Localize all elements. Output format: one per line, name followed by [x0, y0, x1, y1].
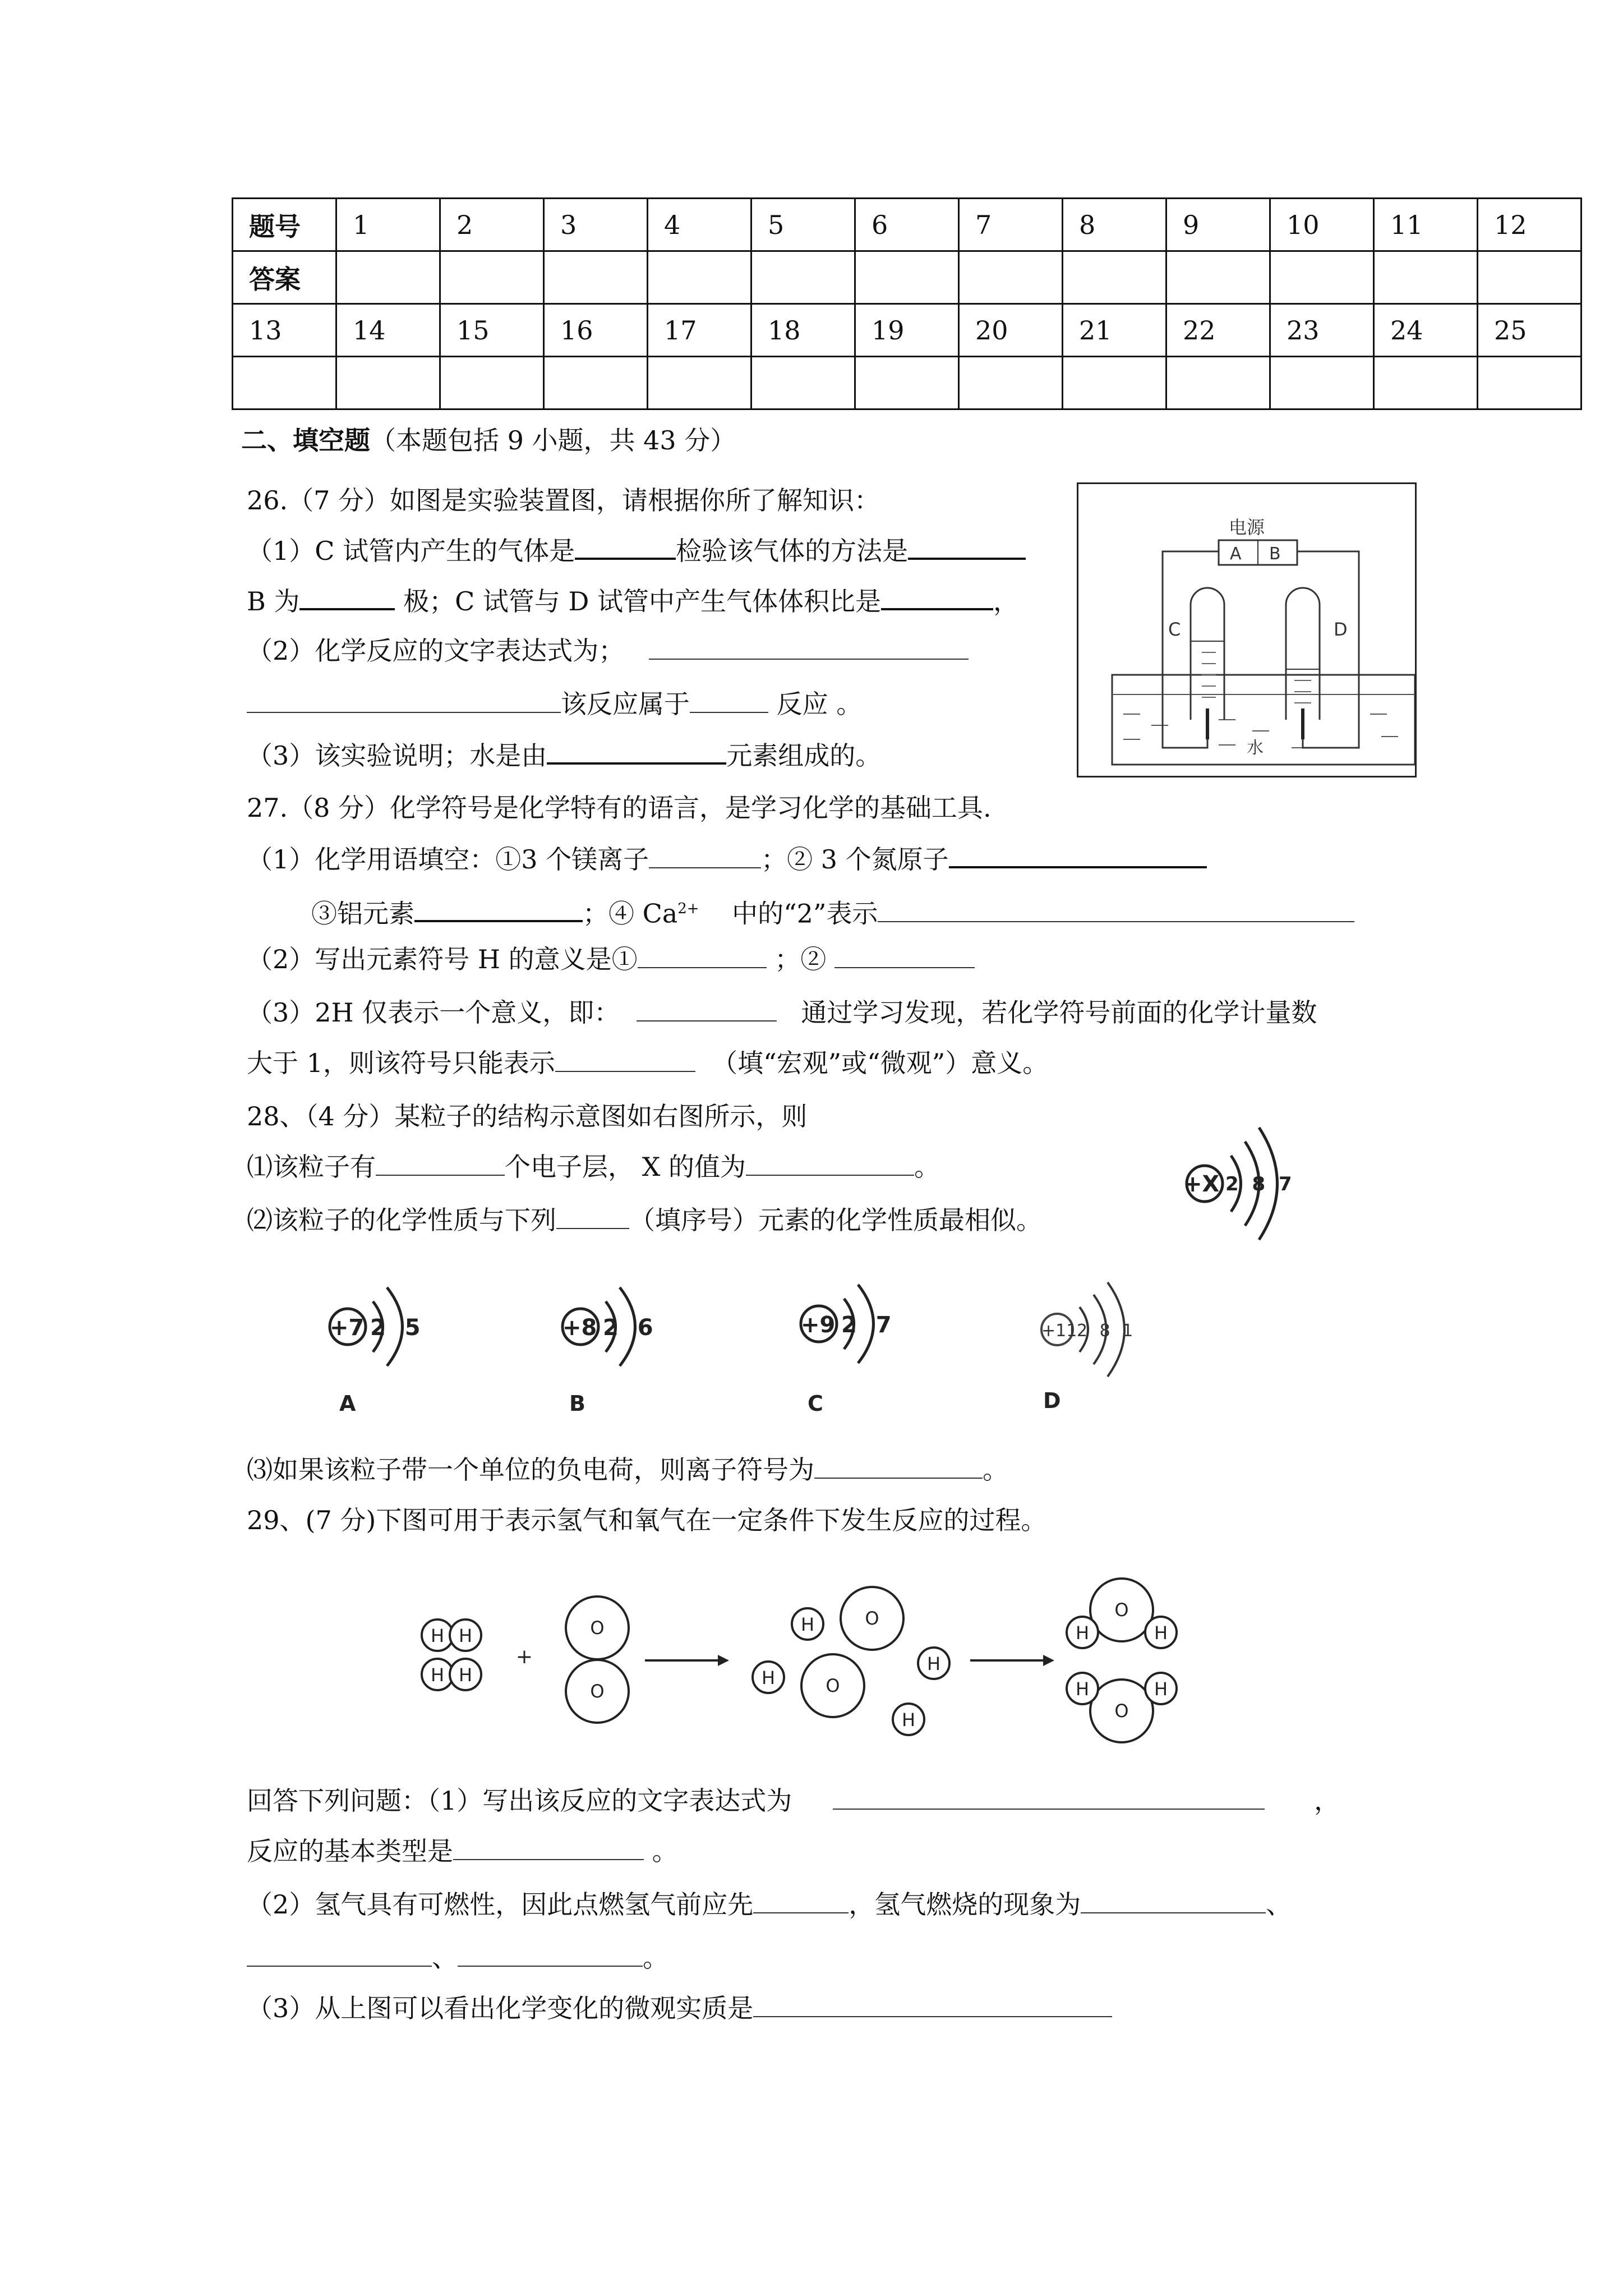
- q28-text: （填序号）元素的化学性质最相似。: [629, 1205, 1042, 1235]
- atom-o-label: O: [590, 1617, 605, 1639]
- answer-cell[interactable]: [336, 251, 440, 304]
- table-cell: 题号: [233, 199, 336, 251]
- tube-d-label: D: [1334, 619, 1348, 640]
- water-label: 水: [1247, 738, 1264, 758]
- tube-c-label: C: [1168, 619, 1181, 640]
- q28-text: ⑵该粒子的化学性质与下列: [247, 1205, 556, 1235]
- answer-cell[interactable]: [544, 357, 648, 409]
- answer-blank[interactable]: [547, 738, 726, 765]
- q27-text: 中的“2”表示: [732, 898, 878, 929]
- answer-blank[interactable]: [453, 1834, 644, 1860]
- q27-text: （3）2H 仅表示一个意义，即：: [247, 997, 620, 1028]
- answer-blank[interactable]: [649, 843, 761, 868]
- table-cell: 22: [1166, 304, 1270, 357]
- shell-electrons: 2 8 7: [1225, 1173, 1295, 1195]
- answer-blank[interactable]: [414, 895, 583, 922]
- answer-cell[interactable]: [1166, 357, 1270, 409]
- q29-text: 反应的基本类型是: [247, 1836, 453, 1866]
- power-label: 电源: [1229, 517, 1265, 538]
- table-cell: 21: [1063, 304, 1166, 357]
- answer-cell[interactable]: [1166, 251, 1270, 304]
- option-label: B: [569, 1391, 585, 1416]
- atom-o-label: O: [1114, 1599, 1129, 1621]
- table-cell: 25: [1478, 304, 1581, 357]
- answer-table: [232, 197, 1582, 410]
- q27-text: ；②: [774, 944, 827, 974]
- answer-cell[interactable]: [648, 357, 751, 409]
- plus-sign: +: [515, 1645, 533, 1668]
- shell-electrons: 2 7: [841, 1312, 897, 1338]
- answer-blank[interactable]: [878, 896, 1354, 922]
- q29-text: ，氢气燃烧的现象为: [849, 1889, 1081, 1920]
- option-label: A: [339, 1391, 356, 1416]
- q28-line3: [247, 1453, 1008, 1487]
- reaction-diagram: [404, 1576, 1234, 1761]
- q28-text: 个电子层， X 的值为: [505, 1152, 746, 1182]
- table-cell: 答案: [233, 251, 336, 304]
- q27-text: （2）写出元素符号 H 的意义是①: [247, 944, 638, 974]
- table-row: [233, 357, 1581, 409]
- atom-h-label: H: [926, 1653, 941, 1674]
- atom-h-label: H: [800, 1614, 815, 1635]
- section-title: 二、填空题: [241, 425, 370, 455]
- option-label: D: [1043, 1388, 1061, 1413]
- atom-option-a: [314, 1273, 449, 1419]
- nucleus-label: +X: [1183, 1171, 1220, 1197]
- q26-text: 元素组成的。: [726, 740, 882, 771]
- table-cell: 9: [1166, 199, 1270, 251]
- answer-blank[interactable]: [753, 1991, 1112, 2017]
- answer-blank[interactable]: [649, 634, 969, 660]
- q29-line3: [247, 1888, 1292, 1921]
- table-cell: 23: [1270, 304, 1374, 357]
- nucleus-label: +9: [801, 1312, 836, 1338]
- table-cell: 15: [440, 304, 544, 357]
- answer-cell[interactable]: [1478, 357, 1581, 409]
- q27-text: ；④ Ca: [583, 898, 678, 929]
- nucleus-label: +11: [1041, 1321, 1077, 1341]
- q29-text: 。: [643, 1943, 668, 1973]
- table-cell: 7: [959, 199, 1063, 251]
- q27-text: （填“宏观”或“微观”）意义。: [712, 1048, 1049, 1078]
- q26-text: B 为: [247, 586, 300, 616]
- answer-blank[interactable]: [814, 1453, 983, 1479]
- q28-text: ⑶如果该粒子带一个单位的负电荷，则离子符号为: [247, 1455, 814, 1485]
- q26-line2: [247, 583, 1019, 618]
- atom-o-label: O: [865, 1608, 879, 1629]
- table-cell: 19: [855, 304, 959, 357]
- superscript: 2+: [677, 900, 699, 917]
- table-cell: 8: [1063, 199, 1166, 251]
- q29-line1: [247, 1784, 1340, 1818]
- terminal-a-label: A: [1230, 544, 1242, 564]
- q29-text: 回答下列问题：（1）写出该反应的文字表达式为: [247, 1786, 792, 1816]
- table-cell: 20: [959, 304, 1063, 357]
- answer-cell[interactable]: [959, 357, 1063, 409]
- q29-text: 。: [652, 1836, 678, 1866]
- q27-text: ③铝元素: [311, 898, 414, 929]
- q27-stem: 27.（8 分）化学符号是化学特有的语言，是学习化学的基础工具.: [247, 793, 992, 823]
- table-cell: 5: [751, 199, 855, 251]
- table-cell: 16: [544, 304, 648, 357]
- answer-blank[interactable]: [247, 1941, 432, 1967]
- q29-stem: 29、(7 分)下图可用于表示氢气和氧气在一定条件下发生反应的过程。: [247, 1505, 1047, 1535]
- answer-blank[interactable]: [753, 1888, 849, 1913]
- table-row: [233, 199, 1581, 251]
- answer-blank[interactable]: [746, 1150, 914, 1176]
- answer-blank[interactable]: [638, 942, 767, 968]
- q27-line3: [247, 942, 975, 976]
- q29-line5: [247, 1991, 1112, 2025]
- answer-blank[interactable]: [555, 1046, 695, 1072]
- answer-blank[interactable]: [949, 841, 1207, 868]
- section-note: （本题包括 9 小题，共 43 分）: [370, 425, 736, 455]
- q28-text: ⑴该粒子有: [247, 1152, 376, 1182]
- main-atom-diagram: [1166, 1116, 1324, 1251]
- nucleus-label: +8: [562, 1315, 597, 1341]
- table-cell: 12: [1478, 199, 1581, 251]
- answer-cell[interactable]: [1270, 357, 1374, 409]
- atom-h-label: H: [1075, 1678, 1090, 1700]
- answer-cell[interactable]: [1270, 251, 1374, 304]
- q26-text: （3）该实验说明；水是由: [247, 740, 547, 771]
- answer-cell[interactable]: [751, 357, 855, 409]
- answer-cell[interactable]: [1063, 357, 1166, 409]
- atom-h-label: H: [430, 1625, 445, 1646]
- atom-o-label: O: [590, 1681, 605, 1702]
- q26-text: ，: [993, 586, 1020, 616]
- q29-text: （2）氢气具有可燃性，因此点燃氢气前应先: [247, 1889, 754, 1920]
- shell-electrons: 2 6: [603, 1315, 659, 1341]
- atom-option-d: [1026, 1273, 1172, 1419]
- q28-line2: [247, 1203, 1042, 1237]
- q26-text: 极；C 试管与 D 试管中产生气体体积比是: [403, 586, 882, 616]
- terminal-b-label: B: [1269, 544, 1281, 564]
- q29-line4: [247, 1941, 668, 1975]
- option-label: C: [808, 1391, 823, 1416]
- answer-blank[interactable]: [881, 583, 993, 610]
- q28-text: 。: [983, 1455, 1008, 1485]
- answer-cell[interactable]: [233, 357, 336, 409]
- q27-text: 通过学习发现，若化学符号前面的化学计量数: [801, 997, 1317, 1028]
- answer-cell[interactable]: [855, 251, 959, 304]
- answer-cell[interactable]: [1374, 357, 1478, 409]
- answer-blank[interactable]: [247, 687, 561, 713]
- atom-h-label: H: [430, 1664, 445, 1686]
- answer-blank[interactable]: [908, 533, 1026, 560]
- table-cell: 4: [648, 199, 751, 251]
- answer-blank[interactable]: [1081, 1888, 1266, 1913]
- q27-line4: [247, 996, 1317, 1029]
- table-cell: 24: [1374, 304, 1478, 357]
- answer-cell[interactable]: [1063, 251, 1166, 304]
- table-cell: 13: [233, 304, 336, 357]
- atom-h-label: H: [458, 1625, 473, 1646]
- shell-electrons: 2 8 1: [1077, 1321, 1137, 1341]
- q27-text: ；② 3 个氮原子: [761, 844, 949, 875]
- q29-text: ，: [1314, 1786, 1340, 1816]
- answer-cell[interactable]: [751, 251, 855, 304]
- q26-text: （2）化学反应的文字表达式为；: [247, 636, 625, 666]
- answer-blank[interactable]: [834, 942, 975, 968]
- electrolysis-diagram: [1078, 484, 1415, 776]
- table-cell: 3: [544, 199, 648, 251]
- answer-cell[interactable]: [648, 251, 751, 304]
- answer-blank[interactable]: [833, 1784, 1265, 1810]
- q28-line1: [247, 1150, 940, 1184]
- atom-o-label: O: [826, 1675, 840, 1696]
- table-cell: 1: [336, 199, 440, 251]
- answer-blank[interactable]: [556, 1203, 629, 1229]
- answer-cell[interactable]: [544, 251, 648, 304]
- answer-cell[interactable]: [440, 357, 544, 409]
- atom-h-label: H: [1075, 1622, 1090, 1644]
- atom-option-c: [785, 1273, 920, 1419]
- atom-h-label: H: [901, 1709, 916, 1731]
- answer-cell[interactable]: [959, 251, 1063, 304]
- table-cell: 17: [648, 304, 751, 357]
- q29-text: 、: [432, 1943, 458, 1973]
- atom-h-label: H: [761, 1667, 776, 1688]
- table-cell: 2: [440, 199, 544, 251]
- q29-line2: [247, 1834, 678, 1868]
- answer-cell[interactable]: [1478, 251, 1581, 304]
- answer-blank[interactable]: [690, 687, 768, 713]
- atom-h-label: H: [1154, 1622, 1168, 1644]
- answer-cell[interactable]: [440, 251, 544, 304]
- electrolysis-figure: [1077, 482, 1417, 777]
- q26-line3: [247, 634, 969, 668]
- q27-line5: [247, 1046, 1048, 1080]
- atom-o-label: O: [1114, 1700, 1129, 1722]
- answer-blank[interactable]: [299, 583, 395, 610]
- q26-line4: [247, 687, 862, 721]
- q29-text: 、: [1266, 1889, 1292, 1920]
- answer-blank[interactable]: [458, 1941, 643, 1967]
- q26-text: 检验该气体的方法是: [676, 536, 909, 566]
- table-cell: 6: [855, 199, 959, 251]
- answer-cell[interactable]: [1374, 251, 1478, 304]
- atom-option-b: [547, 1273, 681, 1419]
- table-cell: 18: [751, 304, 855, 357]
- q26-text: （1）C 试管内产生的气体是: [247, 536, 575, 566]
- q27-text: 大于 1，则该符号只能表示: [247, 1048, 555, 1078]
- q26-line1: [247, 533, 1026, 568]
- q27-text: （1）化学用语填空：①3 个镁离子: [247, 844, 649, 875]
- answer-cell[interactable]: [855, 357, 959, 409]
- shell-electrons: 2 5: [370, 1315, 426, 1341]
- q26-text: 反应 。: [776, 689, 863, 719]
- q28-stem: 28、（4 分）某粒子的结构示意图如右图所示，则: [247, 1101, 808, 1131]
- atom-h-label: H: [458, 1664, 473, 1686]
- q28-text: 。: [914, 1152, 940, 1182]
- answer-blank[interactable]: [376, 1150, 505, 1176]
- q26-line5: [247, 738, 881, 772]
- answer-blank[interactable]: [637, 996, 777, 1022]
- q26-text: 该反应属于: [561, 689, 690, 719]
- table-cell: 10: [1270, 199, 1374, 251]
- q29-text: （3）从上图可以看出化学变化的微观实质是: [247, 1993, 754, 2023]
- q27-line1: [247, 841, 1207, 876]
- q27-line2: [311, 892, 1354, 930]
- table-cell: 11: [1374, 199, 1478, 251]
- atom-h-label: H: [1154, 1678, 1168, 1700]
- answer-blank[interactable]: [575, 533, 676, 560]
- table-row: [233, 251, 1581, 304]
- section-heading: [241, 424, 736, 457]
- answer-cell[interactable]: [336, 357, 440, 409]
- q26-stem: 26.（7 分）如图是实验装置图，请根据你所了解知识：: [247, 485, 880, 516]
- table-cell: 14: [336, 304, 440, 357]
- table-row: [233, 304, 1581, 357]
- nucleus-label: +7: [330, 1315, 365, 1341]
